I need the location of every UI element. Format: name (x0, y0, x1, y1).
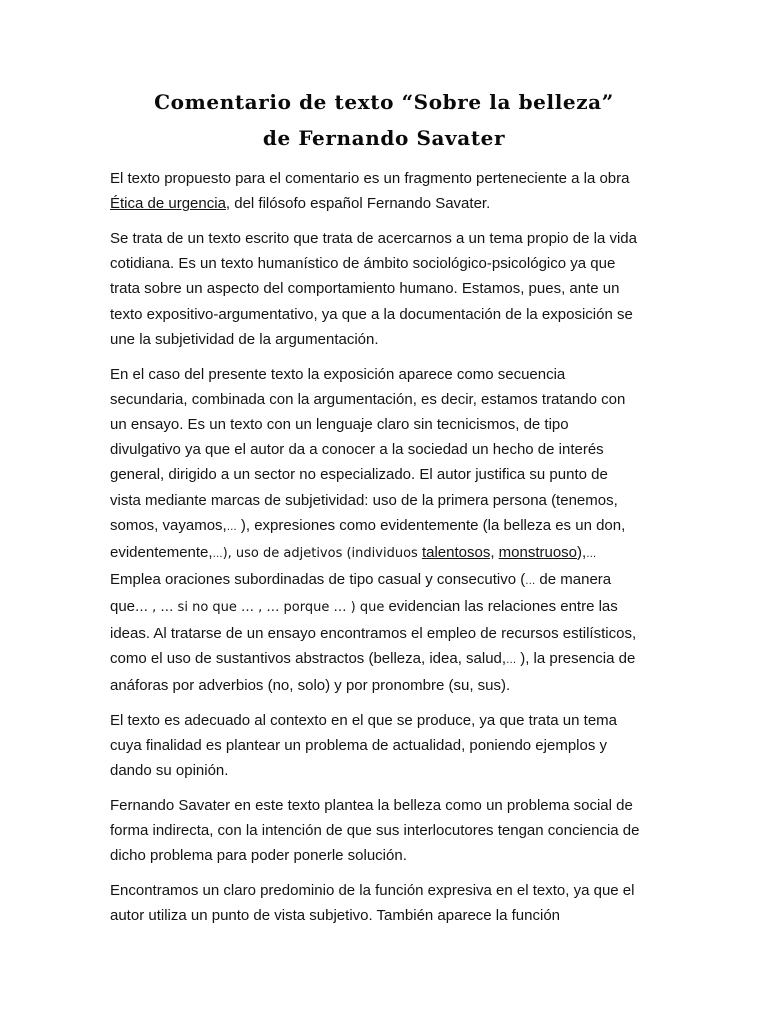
paragraph-line: cotidiana. Es un texto humanístico de ámbito sociológico-psicológico ya que (110, 255, 616, 273)
paragraph-line: Encontramos un claro predominio de la función expresiva en el texto, ya que el (110, 882, 635, 900)
paragraph-line: texto expositivo-argumentativo, ya que a la documentación de la exposición se (110, 305, 633, 323)
text-run: , del filósofo español Fernando Savater. (225, 195, 491, 213)
ellipsis: … (506, 654, 517, 666)
paragraph-line (110, 540, 660, 567)
text-run: ), uso de adjetivos (individuos (222, 546, 422, 562)
paragraph-4 (110, 708, 660, 784)
paragraph-1 (110, 166, 660, 216)
ellipsis: … (212, 549, 223, 561)
paragraph-line: un ensayo. Es un texto con un lenguaje claro sin tecnicismos, de tipo (110, 416, 569, 434)
paragraph-line: autor utiliza un punto de vista subjetivo. También aparece la función (110, 907, 561, 925)
ellipsis: … (525, 576, 536, 588)
paragraph-line: anáforas por adverbios (no, solo) y por pronombre (su, sus). (110, 677, 511, 695)
paragraph-line: general, dirigido a un sector no especializado. El autor justifica su punto de (110, 466, 608, 484)
paragraph-line: divulgativo ya que el autor da a conocer a la sociedad un hecho de interés (110, 441, 604, 459)
paragraph-line (110, 567, 660, 594)
document-body (110, 166, 660, 938)
document-title-line-1: Comentario de texto “Sobre la belleza” (154, 90, 614, 114)
document-title-line-2: de Fernando Savater (262, 126, 506, 150)
paragraph-line (110, 594, 660, 620)
paragraph-line: trata sobre un aspecto del comportamiento humano. Estamos, pues, ante un (110, 280, 620, 298)
paragraph-line: une la subjetividad de la argumentación. (110, 330, 379, 348)
paragraph-line: dicho problema para poder ponerle solución. (110, 847, 407, 865)
paragraph-6 (110, 878, 660, 928)
text-run: evidencian las relaciones entre las (388, 598, 618, 616)
paragraph-line (110, 513, 660, 540)
text-run: ), (577, 544, 587, 562)
text-run: de manera (535, 571, 612, 589)
paragraph-line: El texto es adecuado al contexto en el que se produce, ya que trata un tema (110, 711, 618, 729)
paragraph-line (110, 191, 660, 216)
paragraph-line: vista mediante marcas de subjetividad: uso de la primera persona (tenemos, (110, 491, 618, 509)
paragraph-line (110, 646, 660, 673)
paragraph-5 (110, 793, 660, 869)
text-run: ), expresiones como evidentemente (la belleza es un don, (236, 516, 626, 534)
underlined-word-monstruoso: monstruoso (498, 544, 578, 562)
paragraph-line: forma indirecta, con la intención de que sus interlocutores tengan conciencia de (110, 822, 640, 840)
text-run: evidentemente, (110, 544, 213, 562)
ellipsis: … (226, 521, 237, 533)
paragraph-line: ideas. Al tratarse de un ensayo encontramos el empleo de recursos estilísticos, (110, 624, 637, 642)
text-run: … , … si no que … , … porque … ) que (135, 600, 389, 616)
text-run: que (110, 598, 136, 616)
underlined-word-talentosos: talentosos, (421, 544, 495, 562)
paragraph-line: secundaria, combinada con la argumentación, es decir, estamos tratando con (110, 390, 626, 408)
text-run: ), la presencia de (516, 649, 636, 667)
ellipsis: … (586, 549, 597, 561)
paragraph-2 (110, 226, 660, 352)
paragraph-line: En el caso del presente texto la exposición aparece como secuencia (110, 365, 566, 383)
paragraph-line: Se trata de un texto escrito que trata de acercarnos a un tema propio de la vida (110, 230, 637, 247)
paragraph-line: Fernando Savater en este texto plantea la belleza como un problema social de (110, 797, 633, 815)
text-run: somos, vayamos, (110, 516, 227, 534)
book-title-link[interactable]: Ética de urgencia (110, 195, 226, 213)
paragraph-line: El texto propuesto para el comentario es un fragmento perteneciente a la obra (110, 170, 630, 187)
text-run: Emplea oraciones subordinadas de tipo casual y consecutivo ( (110, 571, 526, 589)
text-run: como el uso de sustantivos abstractos (belleza, idea, salud, (110, 649, 507, 667)
paragraph-line: cuya finalidad es plantear un problema de actualidad, poniendo ejemplos y (110, 737, 607, 755)
paragraph-line: dando su opinión. (110, 762, 229, 780)
paragraph-3 (110, 362, 660, 699)
